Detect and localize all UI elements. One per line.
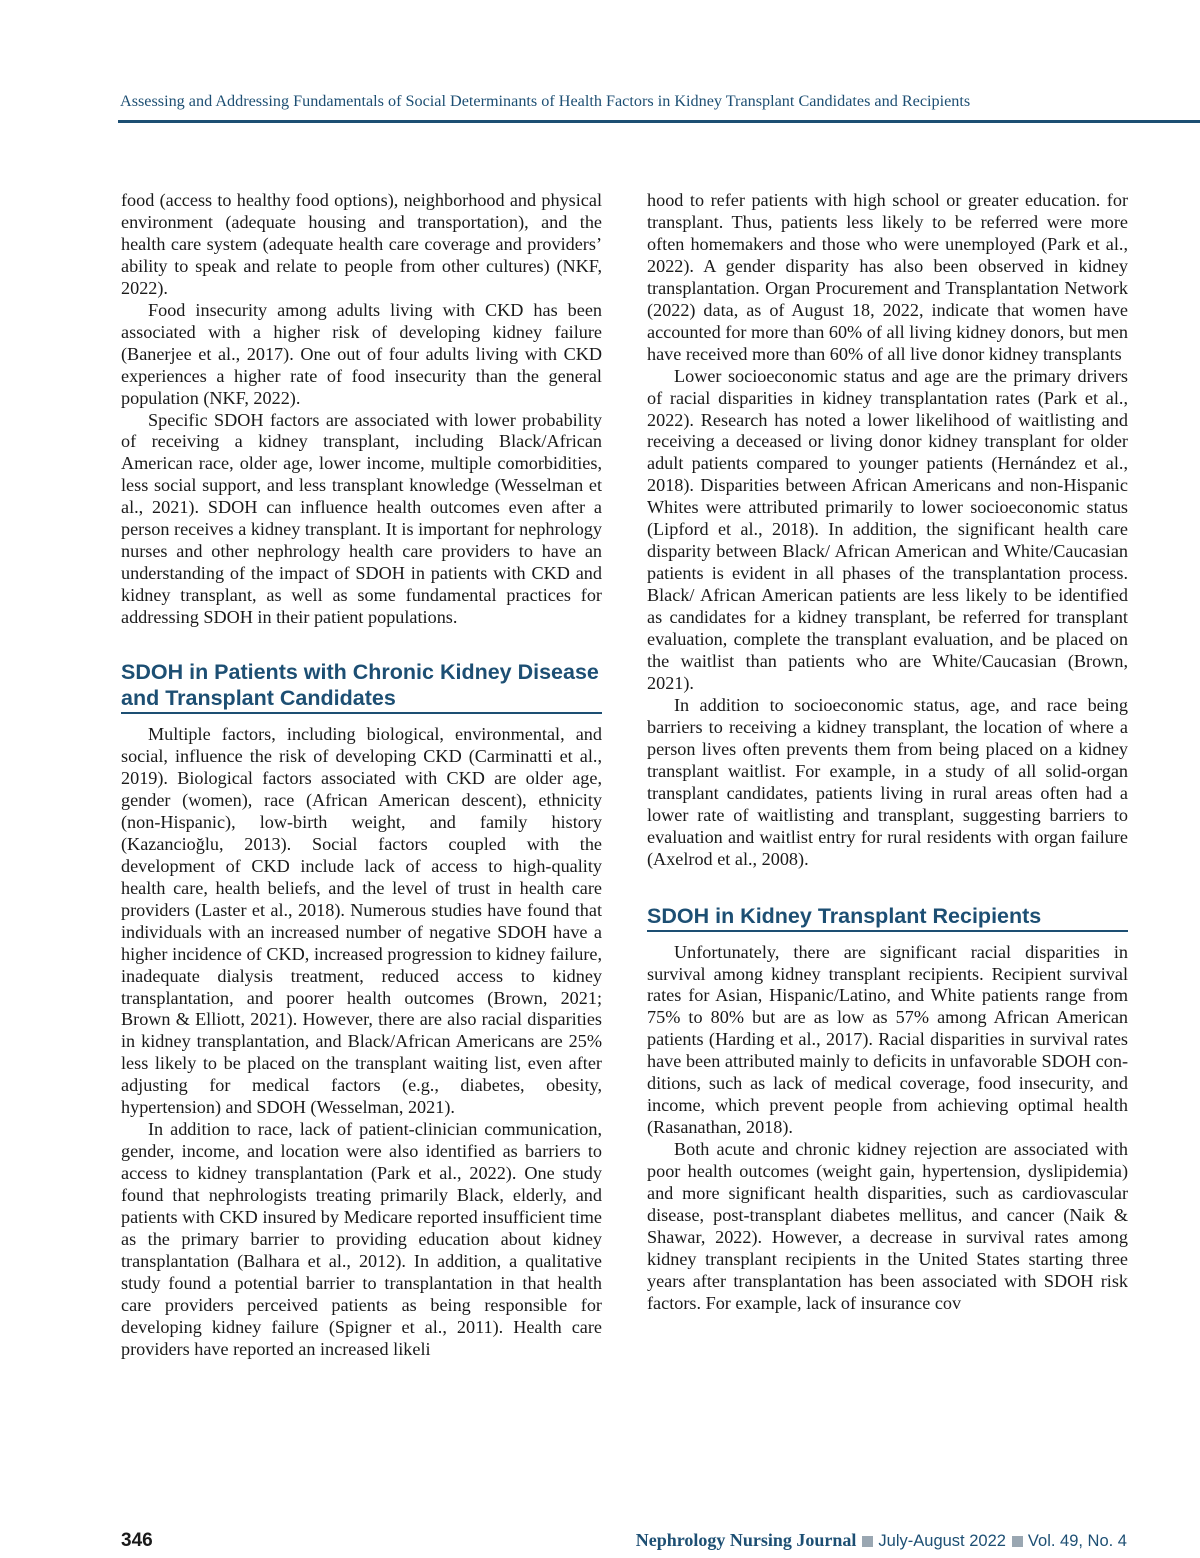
body-paragraph: Lower socioeconomic status and age are the primary drivers of racial disparities in kidney transplantation rates (Park et al., 2022). Research has noted a lower likelihood of waitlisting and receiving a deceased or living donor kidney transplant for older adult patients compared to younger patients (Hernández et al., 2018). Disparities between African Americans and non-Hispanic Whites were attributed primarily to lower socioeconomic status (Lipford et al., 2018). In addition, the significant health care disparity between Black/ African American and White/Caucasian patients is evident in all phases of the transplantation process. Black/ African American patients are less likely to be identified as candidates for a kidney transplant, be referred for transplant evaluation, complete the transplant evaluation, and be placed on the waitlist than patients who are White/Caucasian (Brown, 2021). — [647, 365, 1128, 693]
footer-citation — [636, 1530, 1127, 1551]
body-paragraph: Food insecurity among adults living with CKD has been associated with a higher risk of developing kidney failure (Banerjee et al., 2017). One out of four adults living with CKD experiences a higher rate of food insecurity than the general population (NKF, 2022). — [121, 299, 602, 408]
left-column — [121, 190, 602, 1361]
section-heading-transplant-recipients: SDOH in Kidney Transplant Recipients — [647, 903, 1128, 932]
body-paragraph: food (access to healthy food options), neighborhood and physical environment (adequate housing and transportation), and the health care system (adequate health care coverage and providers’ ability to speak and relate to people from other cultures) (NKF, 2022). — [121, 190, 602, 298]
separator-square-icon — [862, 1536, 873, 1547]
page-footer — [121, 1530, 1127, 1554]
body-paragraph: In addition to socioeconomic status, age, and race being barriers to receiving a kidney transplant, the location of where a person lives often prevents them from being placed on a kidney transplant waitlist. For example, in a study of all solid-organ transplant candidates, patients living in rural areas often had a lower rate of waitlisting and transplant, suggesting barriers to evaluation and waitlist entry for rural residents with organ failure (Axelrod et al., 2008). — [647, 694, 1128, 869]
section-heading-ckd-candidates: SDOH in Patients with Chronic Kidney Disease and Transplant Candidates — [121, 659, 602, 714]
separator-square-icon — [1012, 1536, 1023, 1547]
body-paragraph: In addition to race, lack of patient-clinician communication, gender, income, and location were also identified as barriers to access to kidney transplantation (Park et al., 2022). One study found that nephrologists treating primarily Black, elderly, and patients with CKD insured by Medicare reported insufficient time as the primary barrier to providing education about kidney transplantation (Balhara et al., 2012). In addition, a qualitative study found a potential barrier to transplantation in that health care providers perceived patients as being responsible for developing kidney failure (Spigner et al., 2011). Health care providers have reported an increased likeli — [121, 1119, 602, 1359]
journal-name: Nephrology Nursing Journal — [635, 1530, 857, 1550]
body-paragraph: Both acute and chronic kidney rejection are associated with poor health outcomes (weight gain, hypertension, dyslipidemia) and more significant health disparities, such as cardiovascular disease, post-transplant diabetes mellitus, and cancer (Naik & Shawar, 2022). However, a decrease in survival rates among kidney transplant recipients in the United States starting three years after transplantation has been associated with SDOH risk factors. For example, lack of insurance cov — [647, 1139, 1128, 1313]
running-header-title: Assessing and Addressing Fundamentals of Social Determinants of Health Factors in Kidney Transplant Candidates and Recipients — [120, 92, 971, 110]
body-paragraph: Specific SDOH factors are associated with lower probability of receiving a kidney transplant, including Black/African American race, older age, lower income, multiple comorbidities, less social support, and less transplant knowledge (Wesselman et al., 2021). SDOH can influence health outcomes even after a person receives a kidney transplant. It is important for nephrology nurses and other nephrology health care providers to have an understanding of the impact of SDOH in patients with CKD and kidney transplant, as well as some fundamental practices for addressing SDOH in their patient populations. — [121, 409, 602, 628]
body-paragraph: Unfortunately, there are significant racial disparities in survival among kidney transplant recipients. Recipient survival rates for Asian, Hispanic/Latino, and White patients range from 75% to 80% but are as low as 57% among African American patients (Harding et al., 2017). Racial disparities in survival rates have been attributed mainly to deficits in unfavorable SDOH conditions, such as lack of medical coverage, food insecurity, and income, which prevent people from achieving optimal health (Rasanathan, 2018). — [647, 941, 1128, 1138]
issue-date: July-August 2022 — [878, 1532, 1006, 1550]
page-number: 346 — [121, 1530, 153, 1551]
header-rule — [118, 120, 1200, 123]
right-column — [647, 190, 1128, 1315]
body-paragraph: Multiple factors, including biological, environmental, and social, influence the risk of developing CKD (Carminatti et al., 2019). Biological factors associated with CKD are older age, gender (women), race (African American descent), ethnicity (non-Hispanic), low-birth weight, and family history (Kazancioğlu, 2013). Social factors coupled with the development of CKD include lack of access to high-quality health care, health beliefs, and the level of trust in health care providers (Laster et al., 2018). Numerous studies have found that individuals with an increased number of negative SDOH have a higher incidence of CKD, increased progression to kidney failure, inadequate dialysis treatment, reduced access to kidney transplantation, and poorer health outcomes (Brown, 2021; Brown & Elliott, 2021). However, there are also racial disparities in kidney transplantation, and Black/African Americans are 25% less likely to be placed on the transplant waiting list, even after adjusting for medical factors (e.g., diabetes, obesity, hypertension) and SDOH (Wesselman, 2021). — [121, 724, 602, 1118]
body-paragraph: hood to refer patients with high school or greater education. for transplant. Thus, patients less likely to be referred were more often homemakers and those who were unemployed (Park et al., 2022). A gender disparity has also been observed in kidney transplantation. Organ Procurement and Transplantation Network (2022) data, as of August 18, 2022, indicate that women have accounted for more than 60% of all living kidney donors, but men have received more than 60% of all live donor kidney transplants — [647, 190, 1128, 364]
volume-number: Vol. 49, No. 4 — [1027, 1532, 1127, 1550]
